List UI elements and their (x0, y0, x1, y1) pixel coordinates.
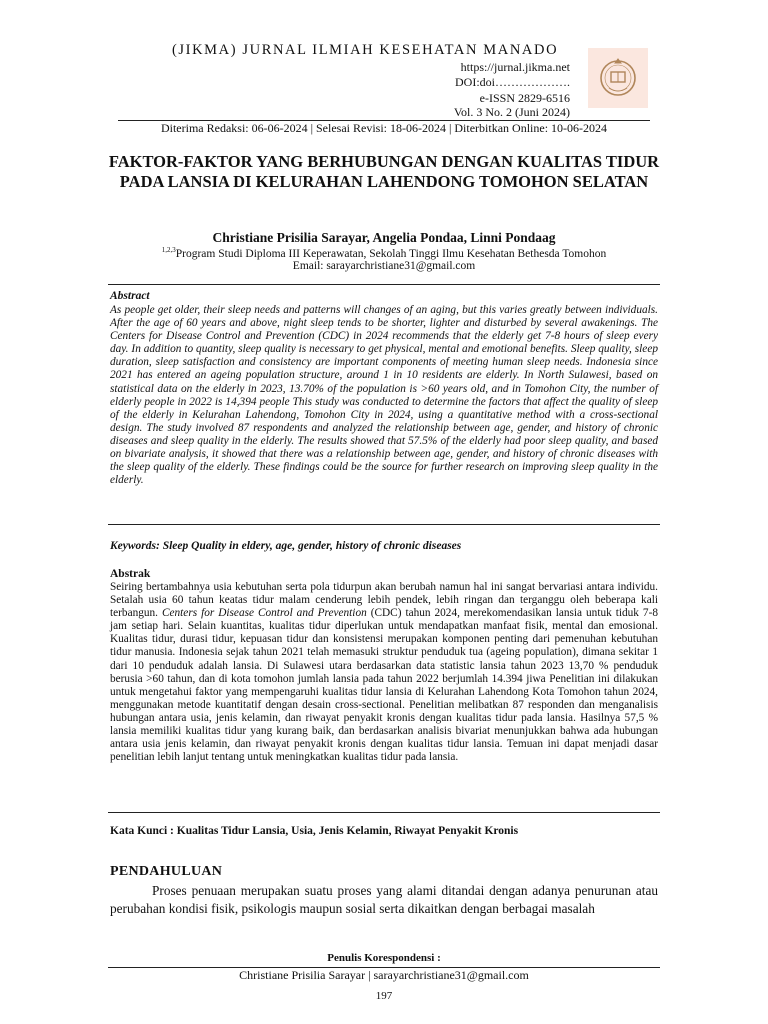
journal-url[interactable]: https://jurnal.jikma.net (460, 60, 570, 74)
abstract-id-text-2: (CDC) tahun 2024, merekomendasikan lansia untuk tiduk 7-8 jam setiap hari. Selain kuantitas, kualitas tidur diperlukan untuk mendapatkan manfaat fisik, mental dan emosional. Kualitas tidur, durasi tidur, kepuasan tidur dan konsistensi merupakan komponen penting dari pemenuhan kebutuhan tidur manusia. Indonesia sejak tahun 2021 telah memasuki struktur penduduk tua (ageing population), dimana sekitar 1 dari 10 penduduk adalah lansia. Di Sulawesi utara berdasarkan data statistic lansia tahun 2023 13,70 % penduduk berusia >60 tahun, dan di kota tomohon jumlah lansia pada tahun 2022 berjumlah 14.394 jiwa Penelitian ini dilakukan untuk mengetahui faktor yang mempengaruhi kualitas tidur lansia di Kelurahan Lahendong Kota Tomohon tahun 2024, menggunakan metode kuantitatif dengan desain cross-sectional. Penelitian melibatkan 87 responden dan menganalisis hubungan antara usia, jenis kelamin, dan riwayat penyakit kronis dengan kualitas tidur pada lansia. Hasilnya 57,5 % lansia memiliki kualitas tidur yang kurang baik, dan berdasarkan analisis bivariat menunjukkan bahwa ada hubungan antara usia jenis kelamin, dan riwayat penyakit kronis dengan kualitas tidur lansia. Temuan ini dapat menjadi dasar penelitian lebih lanjut tentang untuk meningkatkan kualitas tidur pada lansia. (110, 607, 658, 764)
journal-name: (JIKMA) JURNAL ILMIAH KESEHATAN MANADO (172, 42, 559, 58)
abstract-en-rule (108, 524, 660, 525)
affiliation-superscript: 1,2,3 (161, 246, 176, 254)
section-heading-introduction: PENDAHULUAN (110, 864, 223, 879)
abstract-en-heading: Abstract (110, 290, 150, 302)
article-title: FAKTOR-FAKTOR YANG BERHUBUNGAN DENGAN KUALITAS TIDUR PADA LANSIA DI KELURAHAN LAHENDONG TOMOHON SELATAN (108, 152, 660, 191)
journal-volume: Vol. 3 No. 2 (Juni 2024) (453, 105, 570, 119)
journal-seal-icon (588, 48, 648, 108)
abstract-top-rule (108, 284, 660, 285)
abstract-id-heading: Abstrak (110, 568, 151, 580)
introduction-body (110, 882, 658, 918)
corresponding-author-label: Penulis Korespondensi : (327, 952, 441, 964)
abstract-id-italic: Centers for Disease Control and Prevention (161, 607, 367, 620)
abstract-id-rule (108, 812, 660, 813)
abstract-en-body: As people get older, their sleep needs and patterns will changes of an aging, but this varies greatly between individuals. After the age of 60 years and above, night sleep tends to be shorter, lighter and disturbed by several awakenings. The Centers for Disease Control and Prevention (CDC) in 2024 recommends that the elderly get 7-8 hours of sleep every day. In addition to quantity, sleep quality is necessary to get physical, mental and emotional benefits. Sleep quality, sleep duration, sleep satisfaction and consistency are important components of meeting human sleep needs. Indonesia since 2021 has entered an ageing population structure, around 1 in 10 residents are elderly. In North Sulawesi, based on statistical data on the elderly in 2023, 13.70% of the population is >60 years old, and in Tomohon City, the number of elderly people in 2022 is 14,394 people This study was conducted to determine the factors that affect the quality of sleep of the elderly in Kelurahan Lahendong, Tomohon City in 2024, using a quantitative method with a cross-sectional design. The study involved 87 respondents and analyzed the relationship between age, gender, and history of chronic diseases and sleep quality in the elderly. The results showed that 57.5% of the elderly had poor sleep quality, and based on bivariate analysis, it showed that there was a relationship between age, gender, and history of chronic diseases with the sleep quality of the elderly. These findings could be the source for further research on improving sleep quality in the elderly. (110, 304, 658, 487)
affiliation (108, 246, 660, 260)
affiliation-text: Program Studi Diploma III Keperawatan, Sekolah Tinggi Ilmu Kesehatan Bethesda Tomohon (175, 247, 607, 260)
corresponding-author-line: Christiane Prisilia Sarayar | sarayarchristiane31@gmail.com (239, 968, 529, 982)
journal-eissn: e-ISSN 2829-6516 (479, 91, 570, 105)
journal-logo (588, 48, 648, 108)
page-number: 197 (375, 990, 393, 1002)
introduction-paragraph: Proses penuaan merupakan suatu proses yang alami ditandai dengan adanya penurunan atau perubahan kondisi fisik, psikologis maupun sosial serta dikaitkan dengan berbagai masalah (110, 883, 658, 916)
journal-doi: DOI:doi………………. (455, 75, 570, 89)
abstract-id-text-1: Seiring bertambahnya usia kebutuhan serta pola tidurpun akan berubah namun hal ini sangat bervariasi antara individu. Setalah usia 60 tahun keatas tidur malam cenderung lebih pendek, lebih ringan dan terganggu oleh beberapa kali terbangun. (110, 581, 658, 620)
abstract-id-body (110, 581, 658, 764)
submission-dates: Diterima Redaksi: 06-06-2024 | Selesai Revisi: 18-06-2024 | Diterbitkan Online: 10-06-2024 (160, 121, 608, 135)
author-email: Email: sarayarchristiane31@gmail.com (292, 260, 476, 272)
keywords-id: Kata Kunci : Kualitas Tidur Lansia, Usia, Jenis Kelamin, Riwayat Penyakit Kronis (110, 825, 519, 837)
keywords-en: Keywords: Sleep Quality in eldery, age, gender, history of chronic diseases (110, 540, 462, 552)
author-list: Christiane Prisilia Sarayar, Angelia Pondaa, Linni Pondaag (212, 230, 556, 245)
